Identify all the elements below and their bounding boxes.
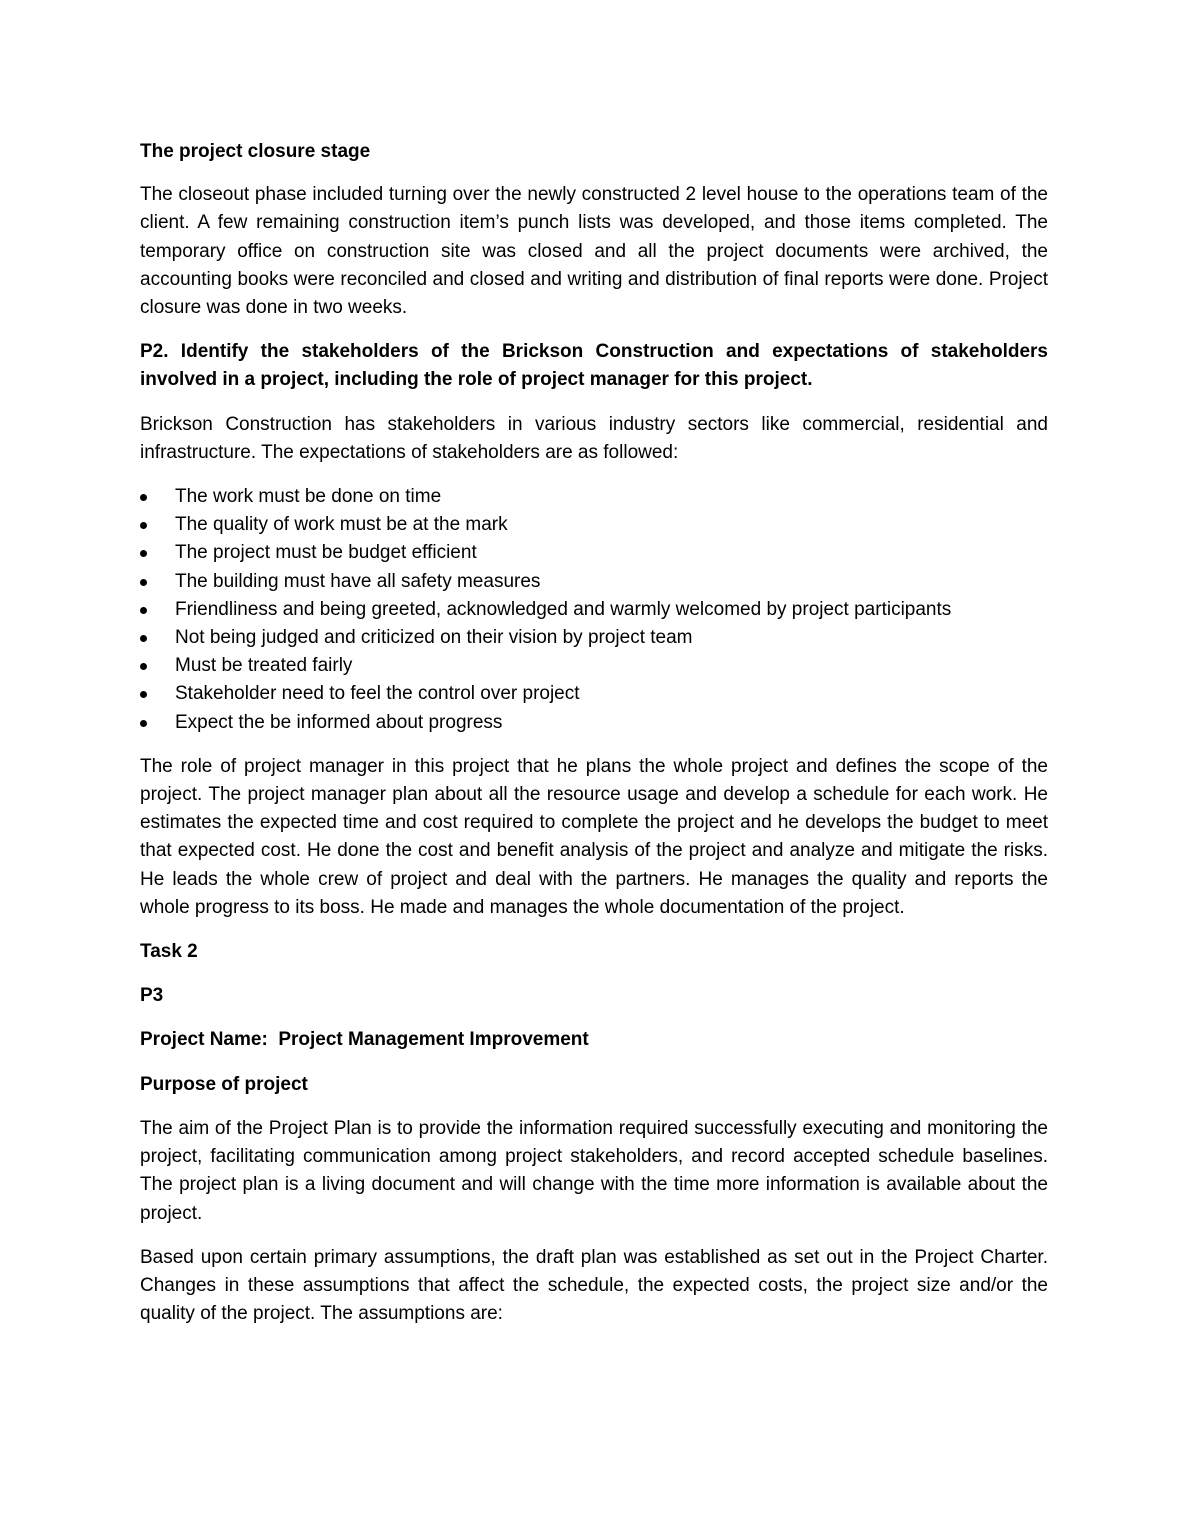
bullet-icon <box>140 550 147 557</box>
list-item <box>140 511 1048 539</box>
list-item-text: Must be treated fairly <box>175 655 353 677</box>
document-page <box>140 138 1048 1344</box>
p2-intro-paragraph: Brickson Construction has stakeholders in various industry sectors like commercial, residential and infrastructure. The expectations of stakeholders are as followed: <box>140 413 1048 463</box>
list-item <box>140 709 1048 737</box>
p2-heading: P2. Identify the stakeholders of the Brickson Construction and expectations of stakeholders involved in a project, including the role of project manager for this project. <box>140 341 1048 391</box>
list-item <box>140 568 1048 596</box>
stakeholder-expectations-list <box>140 483 1048 737</box>
bullet-icon <box>140 579 147 586</box>
assumptions-paragraph: Based upon certain primary assumptions, the draft plan was established as set out in the Project Charter. Changes in these assumptions that affect the schedule, the expected costs, the project size and/or the quality of the project. The assumptions are: <box>140 1246 1048 1325</box>
list-item-text: Stakeholder need to feel the control over project <box>175 683 580 705</box>
list-item-text: The project must be budget efficient <box>175 542 477 564</box>
task2-heading: Task 2 <box>140 941 198 963</box>
closure-paragraph: The closeout phase included turning over the newly constructed 2 level house to the operations team of the client. A few remaining construction item’s punch lists was developed, and those items completed. The temporary office on construction site was closed and all the project documents were archived, the accounting books were reconciled and closed and writing and distribution of final reports were done. Project closure was done in two weeks. <box>140 184 1048 319</box>
bullet-icon <box>140 494 147 501</box>
pm-role-paragraph: The role of project manager in this project that he plans the whole project and defines the scope of the project. The project manager plan about all the resource usage and develop a schedule for each work. He estimates the expected time and cost required to complete the project and he develops the budget to meet that expected cost. He done the cost and benefit analysis of the project and analyze and mitigate the risks. He leads the whole crew of project and deal with the partners. He manages the quality and reports the whole progress to its boss. He made and manages the whole documentation of the project. <box>140 755 1048 918</box>
list-item-text: Friendliness and being greeted, acknowledged and warmly welcomed by project participants <box>175 598 952 620</box>
bullet-icon <box>140 522 147 529</box>
project-name-heading: Project Name: Project Management Improvement <box>140 1029 589 1051</box>
list-item <box>140 483 1048 511</box>
bullet-icon <box>140 607 147 614</box>
list-item-text: The building must have all safety measures <box>175 570 541 592</box>
bullet-icon <box>140 691 147 698</box>
list-item-text: The work must be done on time <box>175 486 442 508</box>
list-item <box>140 539 1048 567</box>
list-item-text: Expect the be informed about progress <box>175 711 503 733</box>
list-item-text: Not being judged and criticized on their vision by project team <box>175 627 693 649</box>
list-item-text: The quality of work must be at the mark <box>175 514 508 536</box>
p3-heading: P3 <box>140 985 164 1007</box>
purpose-heading: Purpose of project <box>140 1073 308 1095</box>
bullet-icon <box>140 635 147 642</box>
bullet-icon <box>140 720 147 727</box>
bullet-icon <box>140 663 147 670</box>
list-item <box>140 652 1048 680</box>
closure-heading: The project closure stage <box>140 141 371 162</box>
list-item <box>140 680 1048 708</box>
purpose-paragraph: The aim of the Project Plan is to provide the information required successfully executing and monitoring the project, facilitating communication among project stakeholders, and record accepted schedule baselines. The project plan is a living document and will change with the time more information is available about the project. <box>140 1117 1048 1224</box>
list-item <box>140 624 1048 652</box>
list-item <box>140 596 1048 624</box>
